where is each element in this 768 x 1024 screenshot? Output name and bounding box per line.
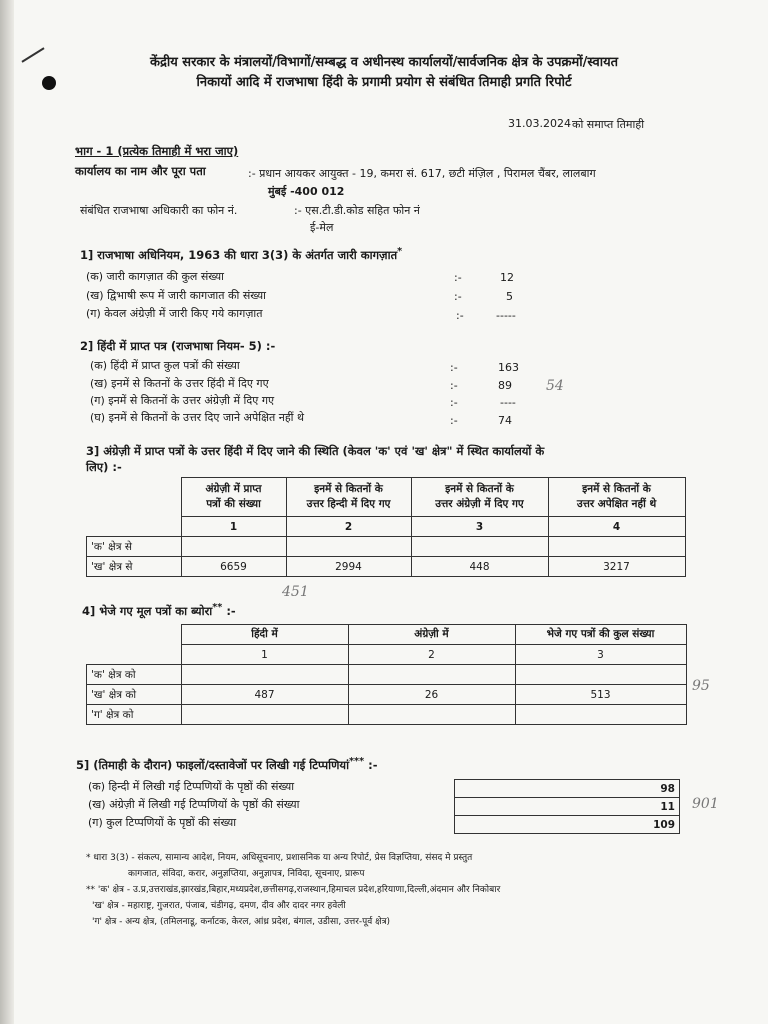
column-number: 3	[515, 645, 686, 665]
table-cell: 448	[411, 557, 548, 577]
column-header: इनमें से कितनों के उत्तर अंग्रेज़ी में दिए गए	[411, 478, 548, 517]
column-number: 2	[348, 645, 515, 665]
section2-row-value: ----	[500, 396, 516, 409]
table-cell: 513	[515, 685, 686, 705]
section1-row-label: (ग) केवल अंग्रेज़ी में जारी किए गये कागज़ात	[86, 307, 263, 320]
table-corner	[87, 517, 182, 537]
table-corner	[87, 645, 182, 665]
section1-heading: 1] राजभाषा अधिनियम, 1963 की धारा 3(3) के अंतर्गत जारी कागज़ात*	[80, 246, 403, 262]
section2-row-label: (घ) इनमें से कितनों के उत्तर दिए जाने अपेक्षित नहीं थे	[90, 411, 305, 424]
paper-edge	[0, 0, 14, 1024]
table-corner	[87, 478, 182, 517]
row-label: 'ख' क्षेत्र को	[87, 685, 182, 705]
footnote: कागजात, संविदा, करार, अनुज्ञप्तिया, अनुज्ञापत्र, निविदा, सूचनाए, प्रारूप	[128, 869, 365, 879]
footnote: ** 'क' क्षेत्र - उ.प्र,उत्तराखंड,झारखंड,बिहार,मध्यप्रदेश,छत्तीसगढ़,राजस्थान,हिमाचल प्रदेश,हरियाणा,दिल्ली,अंदमान और निकोबार	[86, 885, 501, 895]
section2-row-label: (ग) इनमें से कितनों के उत्तर अंग्रेज़ी में दिए गए	[90, 394, 275, 407]
table-row	[87, 665, 687, 685]
officer-value: :- एस.टी.डी.कोड सहित फोन नं	[294, 204, 420, 217]
section3-heading-line1: 3] अंग्रेज़ी में प्राप्त पत्रों के उत्तर हिंदी में दिए जाने की स्थिति (केवल 'क' एवं 'ख' क्षेत्र" में स्थित कार्यालयों के	[86, 444, 545, 458]
column-number: 2	[286, 517, 411, 537]
email-label: ई-मेल	[310, 221, 334, 234]
section2-row-value: 89	[498, 379, 512, 392]
section1-row-sep: :-	[454, 290, 462, 303]
handwritten-note: 901	[692, 796, 719, 812]
report-title-line1: केंद्रीय सरकार के मंत्रालयों/विभागों/सम्बद्ध व अधीनस्थ कार्यालयों/सार्वजनिक क्षेत्र के उपक्रमों/स्वायत	[149, 55, 619, 70]
section1-row-value: 12	[500, 271, 514, 284]
table-row	[87, 557, 686, 577]
table-cell	[181, 705, 348, 725]
table-cell: 11	[455, 798, 680, 816]
section1-row-sep: :-	[454, 271, 462, 284]
table-cell: 2994	[286, 557, 411, 577]
table-cell	[181, 537, 286, 557]
table-cell	[515, 665, 686, 685]
column-number: 4	[548, 517, 685, 537]
table-row	[455, 780, 680, 798]
row-label: 'ग' क्षेत्र को	[87, 705, 182, 725]
section2-row-label: (ख) इनमें से कितनों के उत्तर हिंदी में दिए गए	[90, 377, 269, 390]
section5-row-label: (क) हिन्दी में लिखी गई टिप्पणियों के पृष्ठों की संख्या	[88, 780, 295, 793]
section5-values-table	[454, 779, 680, 834]
footnote: * धारा 3(3) - संकल्प, सामान्य आदेश, नियम, अधिसूचनाए, प्रशासनिक या अन्य रिपोर्ट, प्रेस विज्ञप्तिया, संसद मे प्रस्तुत	[86, 853, 473, 863]
section1-row-value: 5	[506, 290, 513, 303]
table-row	[455, 798, 680, 816]
office-value: :- प्रधान आयकर आयुक्त - 19, कमरा सं. 617, छटी मंज़िल , पिरामल चैंबर, लालबाग	[248, 167, 596, 180]
section3-heading-line2: लिए) :-	[86, 460, 122, 474]
section1-row-sep: :-	[456, 309, 464, 322]
column-header: हिंदी में	[181, 625, 348, 645]
handwritten-note: 451	[282, 584, 309, 600]
section4-heading: 4] भेजे गए मूल पत्रों का ब्योरा** :-	[82, 602, 236, 618]
table-cell	[181, 665, 348, 685]
section2-row-sep: :-	[450, 361, 458, 374]
column-header: अंग्रेज़ी में प्राप्त पत्रों की संख्या	[181, 478, 286, 517]
section5-row-label: (ख) अंग्रेज़ी में लिखी गई टिप्पणियों के पृष्ठों की संख्या	[88, 798, 300, 811]
column-header: भेजे गए पत्रों की कुल संख्या	[515, 625, 686, 645]
table-cell	[348, 665, 515, 685]
column-number: 1	[181, 645, 348, 665]
table-row	[87, 685, 687, 705]
column-header: इनमें से कितनों के उत्तर हिन्दी में दिए गए	[286, 478, 411, 517]
section2-row-sep: :-	[450, 379, 458, 392]
section4-table	[86, 624, 687, 725]
handwritten-note: 95	[692, 678, 710, 694]
table-cell: 3217	[548, 557, 685, 577]
table-cell: 98	[455, 780, 680, 798]
office-city: मुंबई -400 012	[268, 185, 345, 198]
section1-row-value: -----	[496, 309, 516, 322]
column-header: इनमें से कितनों के उत्तर अपेक्षित नहीं थे	[548, 478, 685, 517]
officer-label: संबंधित राजभाषा अधिकारी का फोन नं.	[80, 204, 238, 217]
column-header: अंग्रेज़ी में	[348, 625, 515, 645]
report-title-line2: निकायों आदि में राजभाषा हिंदी के प्रगामी प्रयोग से संबंधित तिमाही प्रगति रिपोर्ट	[196, 75, 572, 90]
table-cell	[411, 537, 548, 557]
footnote: 'ख' क्षेत्र - महाराष्ट्र, गुजरात, पंजाब, चंडीगढ़, दमण, दीव और दादर नगर हवेली	[92, 901, 346, 911]
table-cell: 6659	[181, 557, 286, 577]
table-cell	[286, 537, 411, 557]
row-label: 'ख' क्षेत्र से	[87, 557, 182, 577]
section2-row-label: (क) हिंदी में प्राप्त कुल पत्रों की संख्या	[90, 359, 240, 372]
quarter-date: 31.03.2024	[508, 117, 571, 130]
section3-table	[86, 477, 686, 577]
column-number: 3	[411, 517, 548, 537]
row-label: 'क' क्षेत्र से	[87, 537, 182, 557]
handwritten-note: 54	[546, 378, 564, 394]
section2-heading: 2] हिंदी में प्राप्त पत्र (राजभाषा नियम- 5) :-	[80, 339, 276, 353]
table-cell	[348, 705, 515, 725]
table-row	[455, 816, 680, 834]
table-cell: 109	[455, 816, 680, 834]
section1-row-label: (ख) द्विभाषी रूप में जारी कागजात की संख्या	[86, 289, 266, 302]
table-cell: 26	[348, 685, 515, 705]
table-cell	[548, 537, 685, 557]
table-corner	[87, 625, 182, 645]
quarter-label: को समाप्त तिमाही	[572, 118, 645, 131]
section2-row-sep: :-	[450, 414, 458, 427]
table-cell	[515, 705, 686, 725]
section2-row-value: 163	[498, 361, 519, 374]
table-cell: 487	[181, 685, 348, 705]
section1-row-label: (क) जारी कागज़ात की कुल संख्या	[86, 270, 224, 283]
row-label: 'क' क्षेत्र को	[87, 665, 182, 685]
table-row	[87, 705, 687, 725]
section2-row-sep: :-	[450, 396, 458, 409]
section2-row-value: 74	[498, 414, 512, 427]
part-heading: भाग - 1 (प्रत्येक तिमाही में भरा जाए)	[75, 144, 239, 158]
section5-heading: 5] (तिमाही के दौरान) फाइलों/दस्तावेजों पर लिखी गई टिप्पणियां*** :-	[76, 756, 378, 772]
table-row	[87, 537, 686, 557]
section5-row-label: (ग) कुल टिप्पणियों के पृष्ठों की संख्या	[88, 816, 237, 829]
footnote: 'ग' क्षेत्र - अन्य क्षेत्र, (तमिलनाडू, कर्नाटक, केरल, आंध्र प्रदेश, बंगाल, उडीसा, उत्तर-पूर्व क्षेत्र)	[92, 917, 391, 927]
column-number: 1	[181, 517, 286, 537]
office-label: कार्यालय का नाम और पूरा पता	[75, 164, 206, 178]
